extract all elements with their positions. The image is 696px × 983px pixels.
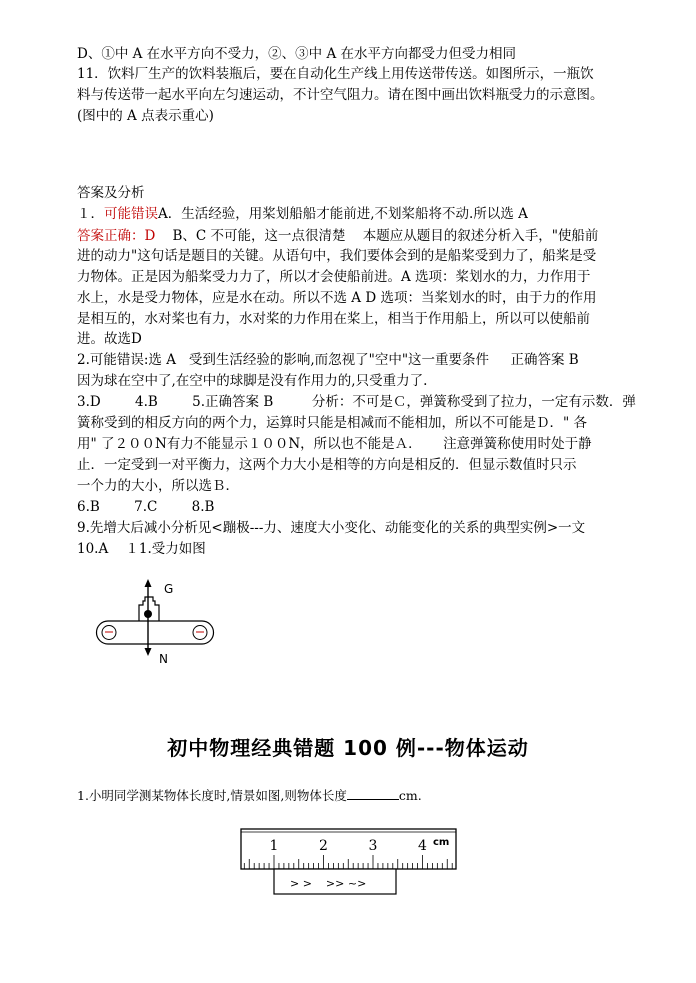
text-line [77, 204, 677, 224]
possible-error-label: 可能错误 [104, 206, 158, 222]
object-markings: > > >> ~> [290, 877, 367, 890]
correct-answer-label: 答案正确：D [77, 228, 156, 244]
text-line: 簧称受到的相反方向的两个力，运算时只能是相减而不能相加，所以不可能是Ｄ．" 各 [77, 415, 587, 431]
arrow-head-up-icon [145, 579, 152, 587]
text-line: 9.先增大后减小分析见<蹦极---力、速度大小变化、动能变化的关系的典型实例>一文 [77, 520, 586, 536]
text-line: 水上，水是受力物体，应是水在动。所以不选 A D 选项：当桨划水的时，由于力的作用 [77, 290, 597, 306]
force-label-g: G [164, 582, 174, 596]
text-line: 一个力的大小，所以选Ｂ． [77, 478, 239, 494]
text-line: 力物体。正是因为船桨受力力了，所以才会使船前进。A 选项：桨划水的力，力作用于 [77, 269, 591, 285]
question-1 [77, 786, 422, 804]
text-line: 因为球在空中了,在空中的球脚是没有作用力的,只受重力了. [77, 373, 428, 389]
answer-blank [347, 787, 399, 800]
text-line: 进。故选D [77, 331, 142, 347]
ruler-figure [238, 826, 460, 898]
text-line: 3.D 4.B 5.正确答案 B 分析：不可是Ｃ，弹簧称受到了拉力，一定有示数．弹 [77, 394, 636, 410]
text-line: 止．一定受到一对平衡力，这两个力大小是相等的方向是相反的．但显示数值时只示 [77, 457, 577, 473]
ruler-tick-label: 2 [319, 838, 328, 854]
text-line: 10.A １1.受力如图 [77, 541, 206, 557]
text-line: (图中的 A 点表示重心) [77, 108, 214, 124]
ruler-tick-label: 3 [368, 838, 378, 854]
text-line: 料与传送带一起水平向左匀速运动，不计空气阻力。请在图中画出饮料瓶受力的示意图。 [77, 87, 604, 103]
ruler-tick-label: 1 [269, 838, 279, 854]
force-diagram [90, 575, 220, 665]
section-title: 初中物理经典错题 100 例---物体运动 [167, 736, 529, 760]
text-line: 用" 了２００N有力不能显示１００N，所以也不能是Ａ． 注意弹簧称使用时处于静 [77, 436, 592, 452]
text-line: 6.B 7.C 8.B [77, 499, 215, 515]
question-text: 1.小明同学测某物体长度时,情景如图,则物体长度 [77, 788, 347, 803]
answer-number: １． [77, 206, 104, 222]
answer-heading: 答案及分析 [77, 185, 145, 201]
arrow-head-down-icon [145, 648, 152, 656]
answer-text: B、C 不可能，这一点很清楚 本题应从题目的叙述分析入手，"使船前 [155, 228, 599, 244]
force-label-n: N [159, 652, 168, 665]
conveyor-belt [97, 621, 214, 644]
text-line: 11．饮料厂生产的饮料装瓶后，要在自动化生产线上用传送带传送。如图所示，一瓶饮 [77, 66, 594, 82]
text-line: D、①中 A 在水平方向不受力，②、③中 A 在水平方向都受力但受力相同 [77, 46, 516, 62]
text-line: 是相互的，水对桨也有力，水对桨的力作用在桨上，相当于作用船上，所以可以使船前 [77, 311, 590, 327]
answer-text: A．生活经验，用桨划船船才能前进,不划桨船将不动.所以选 A [158, 206, 528, 222]
ruler-unit: cm [433, 837, 450, 848]
text-line: 2.可能错误:选 A 受到生活经验的影响,而忽视了"空中"这一重要条件 正确答案 B [77, 352, 579, 368]
text-line [77, 226, 677, 246]
question-unit: cm. [398, 788, 422, 803]
ruler-tick-label: 4 [418, 838, 427, 854]
text-line: 进的动力"这句话是题目的关键。从语句中，我们要体会到的是船桨受到力了，船桨是受 [77, 248, 597, 264]
